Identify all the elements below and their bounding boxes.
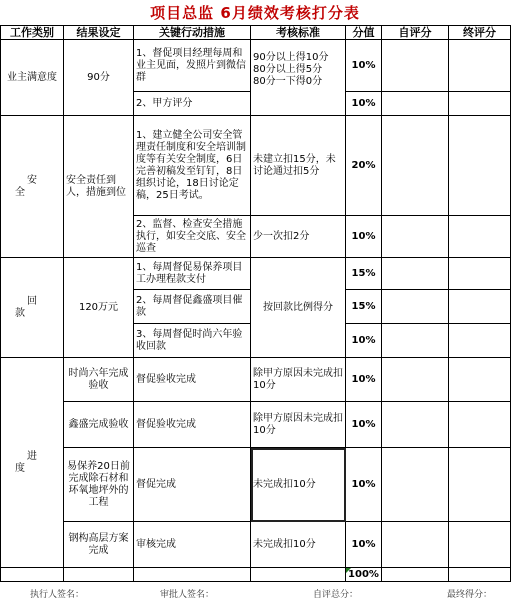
final-total-label: 最终得分： bbox=[447, 590, 493, 600]
final-score-cell[interactable] bbox=[449, 324, 511, 358]
action-cell[interactable]: 督促验收完成 bbox=[134, 358, 251, 402]
action-cell[interactable]: 2、甲方评分 bbox=[134, 92, 251, 116]
total-blank-cell[interactable] bbox=[449, 568, 511, 582]
final-score-cell[interactable] bbox=[449, 522, 511, 568]
standard-cell[interactable]: 除甲方原因未完成扣10分 bbox=[251, 358, 346, 402]
self-score-cell[interactable] bbox=[382, 258, 449, 290]
table-row bbox=[1, 358, 511, 402]
final-score-cell[interactable] bbox=[449, 358, 511, 402]
approver-signature-label: 审批人签名： bbox=[160, 590, 215, 600]
self-score-cell[interactable] bbox=[382, 40, 449, 92]
category-cell[interactable]: 回 款 bbox=[1, 258, 64, 358]
header-row bbox=[1, 26, 511, 40]
signature-footer bbox=[0, 586, 510, 600]
score-cell[interactable]: 10% bbox=[346, 448, 382, 522]
standard-cell[interactable]: 未建立扣15分，未讨论通过扣5分 bbox=[251, 116, 346, 216]
self-score-cell[interactable] bbox=[382, 522, 449, 568]
table-row bbox=[1, 448, 511, 522]
total-blank-cell[interactable] bbox=[251, 568, 346, 582]
total-blank-cell[interactable] bbox=[1, 568, 64, 582]
standard-cell[interactable]: 按回款比例得分 bbox=[251, 258, 346, 358]
action-cell[interactable]: 1、督促项目经理每周和业主见面，发照片到微信群 bbox=[134, 40, 251, 92]
score-cell[interactable]: 10% bbox=[346, 92, 382, 116]
action-cell[interactable]: 3、每周督促时尚六年验收回款 bbox=[134, 324, 251, 358]
self-score-cell[interactable] bbox=[382, 116, 449, 216]
score-cell[interactable]: 10% bbox=[346, 324, 382, 358]
table-row bbox=[1, 402, 511, 448]
target-cell[interactable]: 安全责任到人，措施到位 bbox=[64, 116, 134, 258]
table-row bbox=[1, 116, 511, 216]
category-cell[interactable]: 进 度 bbox=[1, 358, 64, 568]
final-score-cell[interactable] bbox=[449, 216, 511, 258]
action-cell[interactable]: 1、建立健全公司安全管理责任制度和安全培训制度等有关安全制度，6日完善初稿发至钉钉，8日组织讨论，18日讨论定稿，25日考试。 bbox=[134, 116, 251, 216]
table-row bbox=[1, 522, 511, 568]
total-blank-cell[interactable] bbox=[64, 568, 134, 582]
score-cell[interactable]: 10% bbox=[346, 216, 382, 258]
category-cell[interactable]: 安 全 bbox=[1, 116, 64, 258]
score-cell[interactable]: 10% bbox=[346, 358, 382, 402]
score-cell[interactable]: 15% bbox=[346, 258, 382, 290]
header-final-score[interactable]: 终评分 bbox=[449, 26, 511, 40]
target-cell[interactable]: 钢构高层方案完成 bbox=[64, 522, 134, 568]
self-total-label: 自评总分： bbox=[313, 590, 359, 600]
target-cell[interactable]: 120万元 bbox=[64, 258, 134, 358]
final-score-cell[interactable] bbox=[449, 290, 511, 324]
executor-signature-label: 执行人签名： bbox=[30, 590, 85, 600]
category-cell[interactable]: 业主满意度 bbox=[1, 40, 64, 116]
action-cell[interactable]: 1、每周督促易保养项目工办理程款支付 bbox=[134, 258, 251, 290]
score-cell[interactable]: 15% bbox=[346, 290, 382, 324]
score-cell[interactable]: 10% bbox=[346, 40, 382, 92]
self-score-cell[interactable] bbox=[382, 402, 449, 448]
target-cell[interactable]: 易保养20日前完成除石材和环氧地坪外的工程 bbox=[64, 448, 134, 522]
score-cell[interactable]: 20% bbox=[346, 116, 382, 216]
table-row bbox=[1, 40, 511, 92]
total-score-cell[interactable] bbox=[346, 568, 382, 582]
header-score[interactable]: 分值 bbox=[346, 26, 382, 40]
final-score-cell[interactable] bbox=[449, 448, 511, 522]
final-score-cell[interactable] bbox=[449, 92, 511, 116]
header-category[interactable]: 工作类别 bbox=[1, 26, 64, 40]
final-score-cell[interactable] bbox=[449, 40, 511, 92]
header-action[interactable]: 关键行动措施 bbox=[134, 26, 251, 40]
action-cell[interactable]: 督促验收完成 bbox=[134, 402, 251, 448]
standard-cell[interactable]: 未完成扣10分 bbox=[251, 522, 346, 568]
header-self-score[interactable]: 自评分 bbox=[382, 26, 449, 40]
total-blank-cell[interactable] bbox=[382, 568, 449, 582]
self-score-cell[interactable] bbox=[382, 92, 449, 116]
final-score-cell[interactable] bbox=[449, 402, 511, 448]
self-score-cell[interactable] bbox=[382, 358, 449, 402]
header-target[interactable]: 结果设定 bbox=[64, 26, 134, 40]
header-standard[interactable]: 考核标准 bbox=[251, 26, 346, 40]
target-cell[interactable]: 鑫盛完成验收 bbox=[64, 402, 134, 448]
action-cell[interactable]: 2、监督、检查安全措施执行，如安全交底、安全巡查 bbox=[134, 216, 251, 258]
action-cell[interactable]: 2、每周督促鑫盛项目催款 bbox=[134, 290, 251, 324]
kpi-table bbox=[0, 25, 511, 582]
target-cell[interactable]: 时尚六年完成验收 bbox=[64, 358, 134, 402]
action-cell[interactable]: 审核完成 bbox=[134, 522, 251, 568]
score-cell[interactable]: 10% bbox=[346, 402, 382, 448]
self-score-cell[interactable] bbox=[382, 448, 449, 522]
self-score-cell[interactable] bbox=[382, 216, 449, 258]
self-score-cell[interactable] bbox=[382, 324, 449, 358]
standard-cell[interactable]: 除甲方原因未完成扣10分 bbox=[251, 402, 346, 448]
standard-cell[interactable]: 90分以上得10分 80分以上得5分 80分一下得0分 bbox=[251, 40, 346, 116]
target-cell[interactable]: 90分 bbox=[64, 40, 134, 116]
self-score-cell[interactable] bbox=[382, 290, 449, 324]
sheet-title: 项目总监 6月绩效考核打分表 bbox=[150, 4, 360, 22]
table-row bbox=[1, 258, 511, 290]
comment-marker-icon bbox=[346, 568, 351, 573]
final-score-cell[interactable] bbox=[449, 116, 511, 216]
total-score-value: 100% bbox=[348, 568, 379, 580]
standard-cell[interactable]: 少一次扣2分 bbox=[251, 216, 346, 258]
score-cell[interactable]: 10% bbox=[346, 522, 382, 568]
total-row bbox=[1, 568, 511, 582]
action-cell[interactable]: 督促完成 bbox=[134, 448, 251, 522]
final-score-cell[interactable] bbox=[449, 258, 511, 290]
total-blank-cell[interactable] bbox=[134, 568, 251, 582]
standard-cell-selected[interactable]: 未完成扣10分 bbox=[251, 448, 346, 522]
